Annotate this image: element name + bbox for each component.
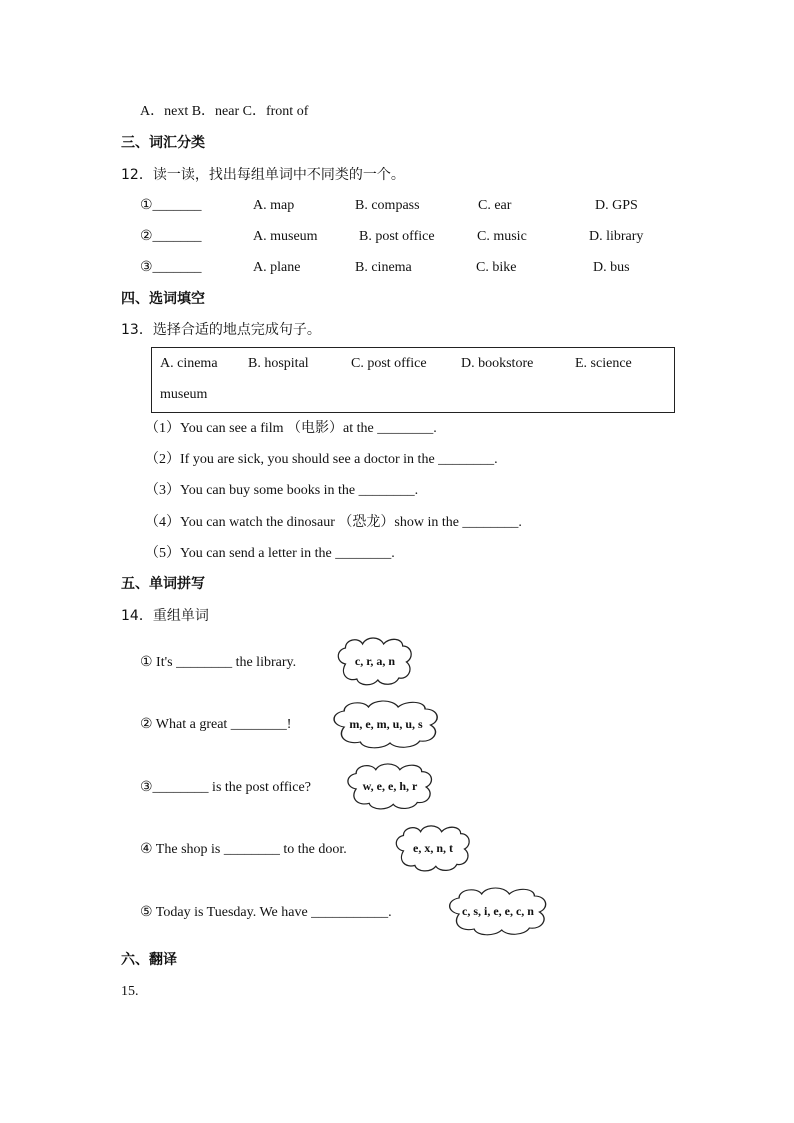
q14-item-5: ⑤ Today is Tuesday. We have ___________. [140,905,392,920]
word-bank-c: C. post office [351,356,427,371]
letter-cloud-3 [343,762,437,812]
q12-option-c: C. music [477,229,527,244]
q12-option-c: C. ear [478,198,512,213]
q13-stem: 13．选择合适的地点完成句子。 [121,322,321,338]
q13-item-1: （1）You can see a film （电影）at the ________. [145,421,437,436]
word-bank-a: A. cinema [160,356,218,371]
q12-row-number: ②_______ [140,229,202,244]
q14-item-1: ① It's ________ the library. [140,655,297,670]
q12-option-b: B. post office [359,229,435,244]
q12-option-a: A. plane [253,260,301,275]
q12-option-b: B. cinema [355,260,412,275]
q12-option-b: B. compass [355,198,420,213]
word-bank-e: E. science [575,356,632,371]
section-3-heading: 三、词汇分类 [121,135,205,151]
q12-option-d: D. GPS [595,198,638,213]
q13-item-3: （3）You can buy some books in the ________. [145,483,419,498]
cloud-letters: m, e, m, u, u, s [349,717,423,731]
letter-cloud-1 [334,636,416,688]
q14-item-4: ④ The shop is ________ to the door. [140,842,347,857]
q12-option-d: D. bus [593,260,630,275]
q14-stem: 14．重组单词 [121,608,209,624]
q12-option-c: C. bike [476,260,517,275]
q14-item-2: ② What a great ________! [140,717,292,732]
letter-cloud-5 [444,886,552,938]
q13-item-4: （4）You can watch the dinosaur （恐龙）show in the ________. [145,515,522,530]
word-bank-b: B. hospital [248,356,309,371]
cloud-letters: e, x, n, t [413,841,453,855]
q12-option-d: D. library [589,229,644,244]
section-5-heading: 五、单词拼写 [121,576,205,592]
section-4-heading: 四、选词填空 [121,291,205,307]
letter-cloud-4 [392,824,474,874]
q12-row-number: ③_______ [140,260,202,275]
word-bank-d: D. bookstore [461,356,534,371]
cloud-letters: w, e, e, h, r [362,779,418,793]
section-6-heading: 六、翻译 [121,952,177,968]
q11-options: A．next B．near C．front of [140,104,309,119]
q12-row-number: ①_______ [140,198,202,213]
word-bank-e-cont: museum [160,387,208,402]
q15-stem: 15. [121,984,139,999]
q12-option-a: A. museum [253,229,318,244]
q13-item-2: （2）If you are sick, you should see a doctor in the ________. [145,452,498,467]
q13-item-5: （5）You can send a letter in the ________. [145,546,395,561]
cloud-letters: c, s, i, e, e, c, n [462,904,534,918]
q12-stem: 12．读一读，找出每组单词中不同类的一个。 [121,167,405,183]
cloud-letters: c, r, a, n [354,654,396,668]
letter-cloud-2 [328,699,444,751]
q12-option-a: A. map [253,198,295,213]
q14-item-3: ③________ is the post office? [140,780,311,795]
